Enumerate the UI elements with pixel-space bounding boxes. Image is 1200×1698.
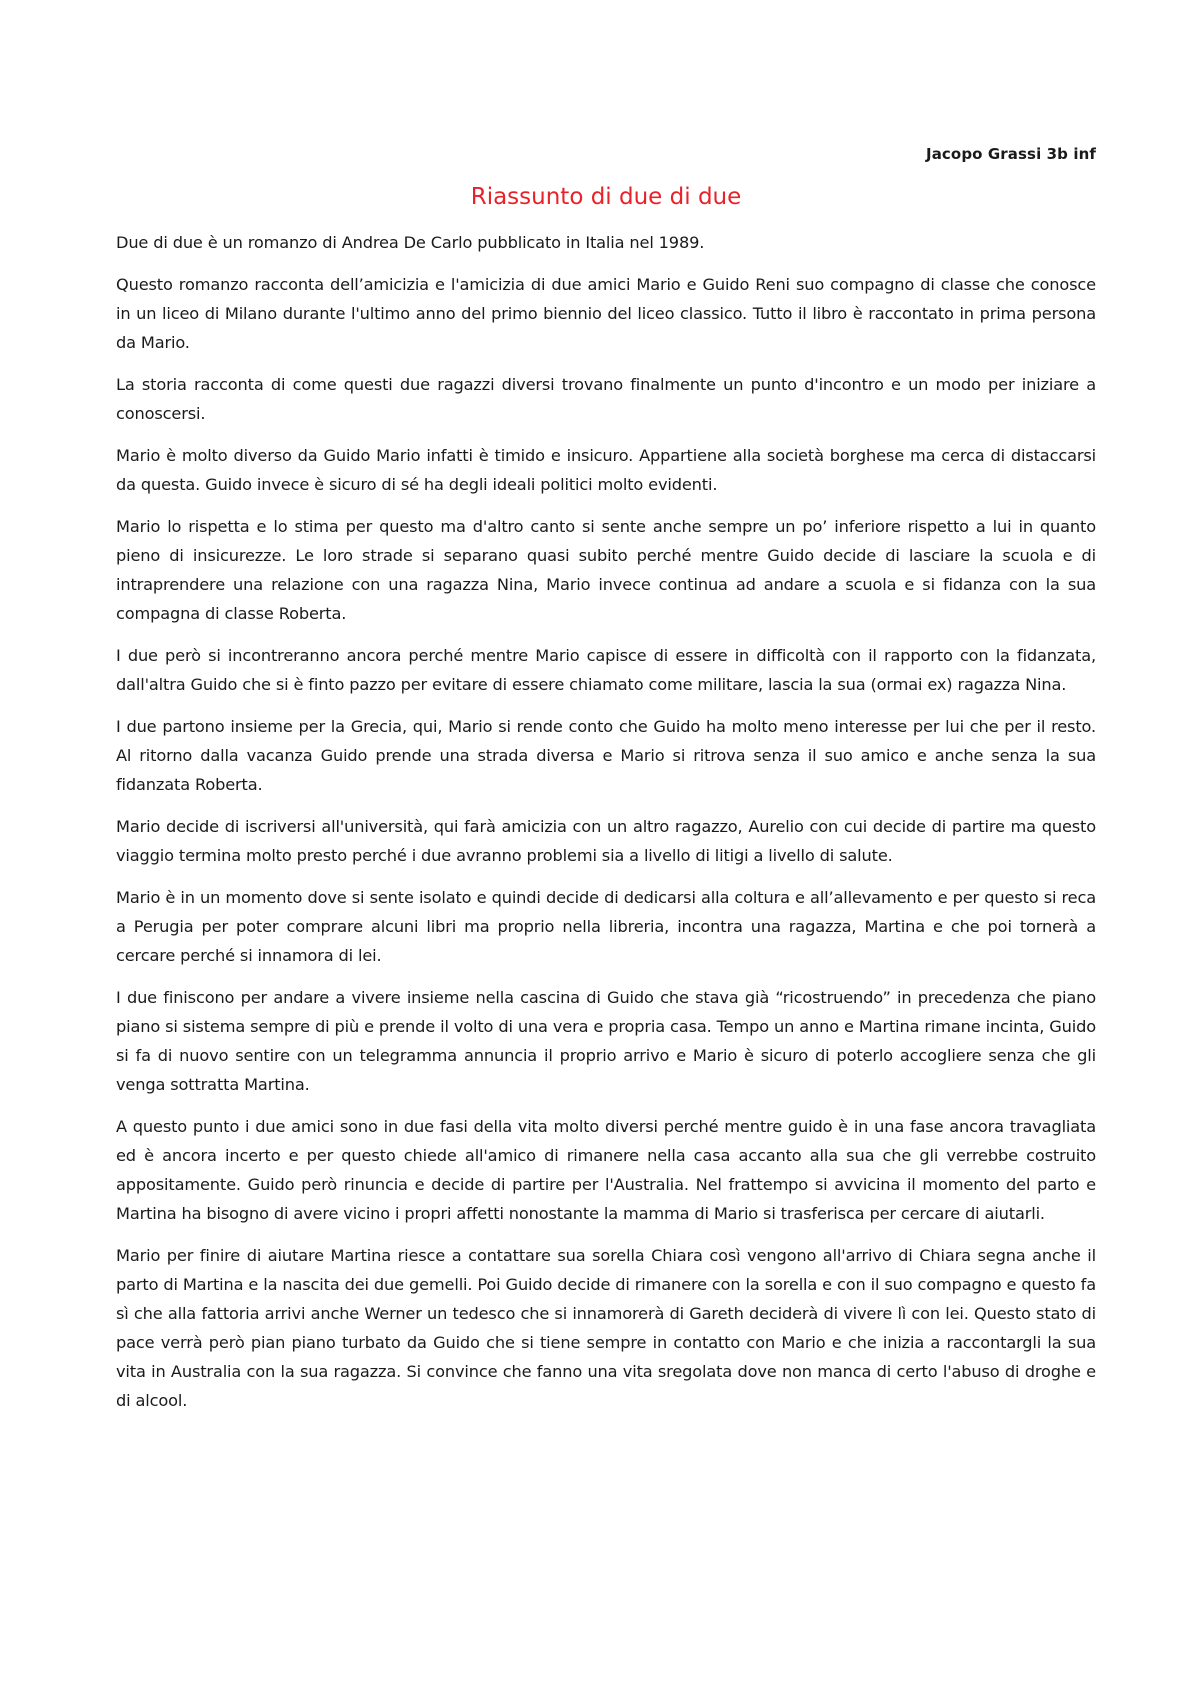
paragraph: Mario decide di iscriversi all'università, qui farà amicizia con un altro ragazzo, Aurelio con cui decide di partire ma questo viaggio termina molto presto perché i due avranno problemi sia a livello di litigi a livello di salute. xyxy=(116,817,1096,865)
paragraph: Questo romanzo racconta dell’amicizia e l'amicizia di due amici Mario e Guido Reni suo compagno di classe che conosce in un liceo di Milano durante l'ultimo anno del primo biennio del liceo classico. Tutto il libro è raccontato in prima persona da Mario. xyxy=(116,275,1096,352)
paragraph: A questo punto i due amici sono in due fasi della vita molto diversi perché mentre guido è in una fase ancora travagliata ed è ancora incerto e per questo chiede all'amico di rimanere nella casa accanto alla sua che gli verrebbe costruito appositamente. Guido però rinuncia e decide di partire per l'Australia. Nel frattempo si avvicina il momento del parto e Martina ha bisogno di avere vicino i propri affetti nonostante la mamma di Mario si trasferisca per cercare di aiutarli. xyxy=(116,1117,1096,1223)
document-title: Riassunto di due di due xyxy=(470,184,742,210)
paragraph: Mario lo rispetta e lo stima per questo ma d'altro canto si sente anche sempre un po’ inferiore rispetto a lui in quanto pieno di insicurezze. Le loro strade si separano quasi subito perché mentre Guido decide di lasciare la scuola e di intraprendere una relazione con una ragazza Nina, Mario invece continua ad andare a scuola e si fidanza con la sua compagna di classe Roberta. xyxy=(116,517,1096,623)
author-line: Jacopo Grassi 3b inf xyxy=(926,145,1096,163)
paragraph: Due di due è un romanzo di Andrea De Carlo pubblicato in Italia nel 1989. xyxy=(116,233,705,252)
paragraph: Mario è molto diverso da Guido Mario infatti è timido e insicuro. Appartiene alla società borghese ma cerca di distaccarsi da questa. Guido invece è sicuro di sé ha degli ideali politici molto evidenti. xyxy=(116,446,1096,494)
paragraph: Mario per finire di aiutare Martina riesce a contattare sua sorella Chiara così vengono all'arrivo di Chiara segna anche il parto di Martina e la nascita dei due gemelli. Poi Guido decide di rimanere con la sorella e con il suo compagno e questo fa sì che alla fattoria arrivi anche Werner un tedesco che si innamorerà di Gareth deciderà di vivere lì con lei. Questo stato di pace verrà però pian piano turbato da Guido che si tiene sempre in contatto con Mario e che inizia a raccontargli la sua vita in Australia con la sua ragazza. Si convince che fanno una vita sregolata dove non manca di certo l'abuso di droghe e di alcool. xyxy=(116,1246,1096,1410)
paragraph: I due partono insieme per la Grecia, qui, Mario si rende conto che Guido ha molto meno interesse per lui che per il resto. Al ritorno dalla vacanza Guido prende una strada diversa e Mario si ritrova senza il suo amico e anche senza la sua fidanzata Roberta. xyxy=(116,717,1096,794)
paragraph: Mario è in un momento dove si sente isolato e quindi decide di dedicarsi alla coltura e all’allevamento e per questo si reca a Perugia per poter comprare alcuni libri ma proprio nella libreria, incontra una ragazza, Martina e che poi tornerà a cercare perché si innamora di lei. xyxy=(116,888,1096,965)
paragraph: I due finiscono per andare a vivere insieme nella cascina di Guido che stava già “ricostruendo” in precedenza che piano piano si sistema sempre di più e prende il volto di una vera e propria casa. Tempo un anno e Martina rimane incinta, Guido si fa di nuovo sentire con un telegramma annuncia il proprio arrivo e Mario è sicuro di poterlo accogliere senza che gli venga sottratta Martina. xyxy=(116,988,1096,1094)
paragraph: I due però si incontreranno ancora perché mentre Mario capisce di essere in difficoltà con il rapporto con la fidanzata, dall'altra Guido che si è finto pazzo per evitare di essere chiamato come militare, lascia la sua (ormai ex) ragazza Nina. xyxy=(116,646,1096,694)
paragraph: La storia racconta di come questi due ragazzi diversi trovano finalmente un punto d'incontro e un modo per iniziare a conoscersi. xyxy=(116,375,1096,423)
